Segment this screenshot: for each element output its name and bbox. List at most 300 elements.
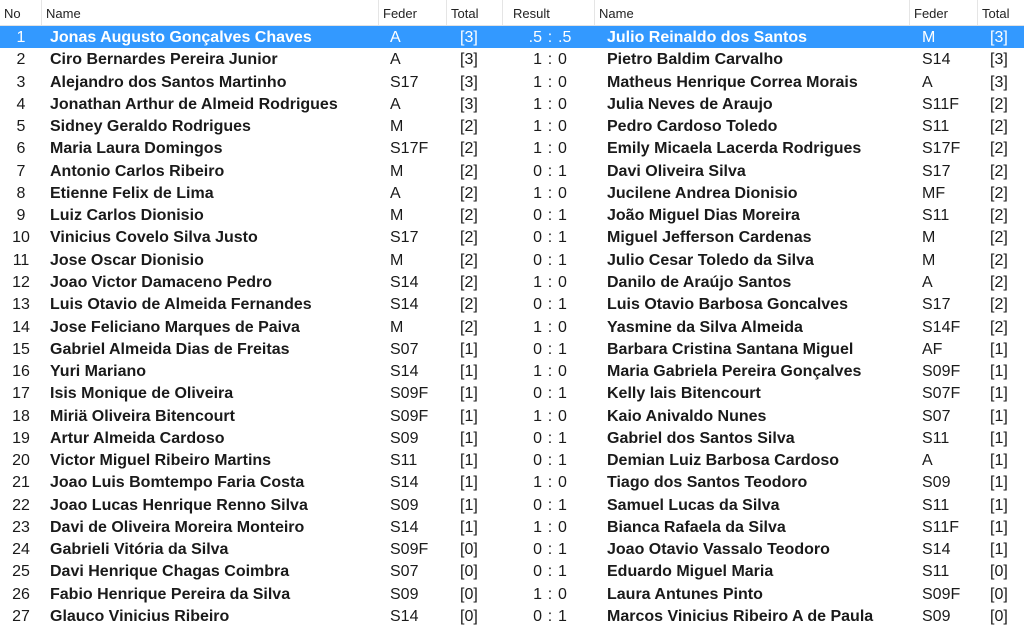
white-total: [2]	[460, 118, 478, 136]
pairing-number: 8	[16, 184, 26, 202]
black-total: [2]	[990, 296, 1008, 314]
black-federation: AF	[922, 340, 943, 358]
score-separator: :	[547, 207, 553, 225]
table-row[interactable]	[0, 316, 1024, 338]
black-score: 0	[558, 474, 567, 492]
result-cell[interactable]	[512, 26, 588, 48]
black-score: 1	[558, 496, 567, 514]
black-player-name: Marcos Vinicius Ribeiro A de Paula	[607, 608, 874, 626]
black-federation: S11	[922, 118, 950, 136]
white-score: 0	[533, 563, 542, 581]
result-cell[interactable]	[512, 182, 588, 204]
black-total: [2]	[990, 118, 1008, 136]
result-cell[interactable]	[512, 115, 588, 137]
white-score: 0	[533, 608, 542, 626]
white-player-name: Ciro Bernardes Pereira Junior	[50, 51, 278, 69]
white-total: [1]	[460, 518, 478, 536]
white-player-name: Etienne Felix de Lima	[50, 184, 214, 202]
header-no[interactable]: No	[0, 0, 42, 25]
black-total: [1]	[990, 340, 1008, 358]
table-row[interactable]	[0, 605, 1024, 627]
white-score: 1	[533, 51, 542, 69]
white-federation: S09	[390, 429, 419, 447]
white-score: 0	[533, 385, 542, 403]
white-score: 1	[533, 474, 542, 492]
black-federation: S11	[922, 207, 950, 225]
white-federation: S14	[390, 273, 419, 291]
black-total: [3]	[990, 29, 1008, 46]
white-score: 1	[533, 73, 542, 91]
score-separator: :	[547, 184, 553, 202]
table-row[interactable]	[0, 516, 1024, 538]
white-player-name: Gabriel Almeida Dias de Freitas	[50, 340, 290, 358]
black-total: [2]	[990, 273, 1008, 291]
score-separator: :	[547, 51, 553, 69]
white-federation: A	[390, 29, 401, 46]
white-player-name: Sidney Geraldo Rodrigues	[50, 118, 251, 136]
score-separator: :	[547, 474, 553, 492]
white-federation: A	[390, 95, 401, 113]
header-white-name[interactable]: Name	[42, 0, 379, 25]
score-separator: :	[547, 296, 553, 314]
black-score: 0	[558, 585, 567, 603]
white-total: [2]	[460, 251, 478, 269]
white-federation: M	[390, 162, 404, 180]
pairing-number: 5	[16, 118, 26, 136]
black-score: 1	[558, 608, 567, 626]
black-player-name: Jucilene Andrea Dionisio	[607, 184, 798, 202]
black-total: [0]	[990, 585, 1008, 603]
table-row[interactable]	[0, 26, 1024, 48]
white-total: [1]	[460, 363, 478, 381]
black-total: [1]	[990, 429, 1008, 447]
header-black-feder[interactable]: Feder	[910, 0, 978, 25]
white-score: 1	[533, 318, 542, 336]
white-total: [1]	[460, 407, 478, 425]
black-score: 0	[558, 363, 567, 381]
black-player-name: Bianca Rafaela da Silva	[607, 518, 786, 536]
pairing-number: 20	[12, 452, 30, 470]
pairing-number: 14	[12, 318, 30, 336]
score-separator: :	[547, 429, 553, 447]
white-player-name: Artur Almeida Cardoso	[50, 429, 225, 447]
table-row[interactable]	[0, 204, 1024, 226]
header-black-total[interactable]: Total	[982, 6, 1010, 21]
score-separator: :	[547, 496, 553, 514]
black-federation: A	[922, 73, 933, 91]
white-score: 1	[533, 363, 542, 381]
score-separator: :	[547, 385, 553, 403]
black-score: 0	[558, 95, 567, 113]
table-row[interactable]	[0, 427, 1024, 449]
white-federation: A	[390, 184, 401, 202]
table-row[interactable]	[0, 160, 1024, 182]
result-cell[interactable]	[512, 137, 588, 159]
white-total: [3]	[460, 29, 478, 46]
black-score: 0	[558, 273, 567, 291]
white-player-name: Fabio Henrique Pereira da Silva	[50, 585, 291, 603]
white-player-name: Luiz Carlos Dionisio	[50, 207, 204, 225]
white-federation: S14	[390, 363, 419, 381]
black-score: 1	[558, 251, 567, 269]
black-player-name: Barbara Cristina Santana Miguel	[607, 340, 854, 358]
score-separator: :	[547, 585, 553, 603]
table-row[interactable]	[0, 471, 1024, 493]
black-player-name: Julio Reinaldo dos Santos	[607, 29, 808, 46]
table-row[interactable]	[0, 338, 1024, 360]
pairing-number: 6	[16, 140, 26, 158]
white-federation: S09F	[390, 541, 429, 559]
black-total: [3]	[990, 51, 1008, 69]
white-score: 0	[533, 496, 542, 514]
white-total: [2]	[460, 273, 478, 291]
black-player-name: Kaio Anivaldo Nunes	[607, 407, 767, 425]
white-total: [0]	[460, 608, 478, 626]
black-federation: S17F	[922, 140, 961, 158]
black-score: 1	[558, 162, 567, 180]
result-cell[interactable]	[512, 471, 588, 493]
score-separator: :	[547, 340, 553, 358]
black-total: [2]	[990, 162, 1008, 180]
white-total: [2]	[460, 207, 478, 225]
black-player-name: Emily Micaela Lacerda Rodrigues	[607, 140, 862, 158]
black-score: 0	[558, 118, 567, 136]
black-total: [2]	[990, 207, 1008, 225]
black-player-name: Laura Antunes Pinto	[607, 585, 763, 603]
white-score: 0	[533, 207, 542, 225]
white-total: [2]	[460, 229, 478, 247]
result-cell[interactable]	[512, 427, 588, 449]
black-total: [0]	[990, 563, 1008, 581]
white-federation: S09	[390, 496, 419, 514]
white-total: [2]	[460, 162, 478, 180]
table-row[interactable]	[0, 137, 1024, 159]
white-player-name: Joao Lucas Henrique Renno Silva	[50, 496, 308, 514]
white-total: [2]	[460, 318, 478, 336]
black-score: 1	[558, 207, 567, 225]
pairing-number: 16	[12, 363, 30, 381]
result-cell[interactable]	[512, 516, 588, 538]
result-cell[interactable]	[512, 360, 588, 382]
black-player-name: Luis Otavio Barbosa Goncalves	[607, 296, 848, 314]
score-separator: :	[547, 363, 553, 381]
white-federation: S14	[390, 608, 419, 626]
white-player-name: Jose Oscar Dionisio	[50, 251, 204, 269]
white-federation: S11	[390, 452, 418, 470]
result-cell[interactable]	[512, 48, 588, 70]
black-score: 0	[558, 518, 567, 536]
black-player-name: Joao Otavio Vassalo Teodoro	[607, 541, 830, 559]
black-total: [0]	[990, 608, 1008, 626]
table-row[interactable]	[0, 115, 1024, 137]
result-cell[interactable]	[512, 271, 588, 293]
white-federation: M	[390, 207, 404, 225]
result-cell[interactable]	[512, 560, 588, 582]
white-score: 1	[533, 184, 542, 202]
pairing-number: 2	[16, 51, 26, 69]
score-separator: :	[547, 95, 553, 113]
result-cell[interactable]	[512, 605, 588, 627]
score-separator: :	[547, 229, 553, 247]
score-separator: :	[547, 518, 553, 536]
black-player-name: Kelly lais Bitencourt	[607, 385, 761, 403]
black-total: [2]	[990, 251, 1008, 269]
black-total: [2]	[990, 95, 1008, 113]
black-federation: S11	[922, 429, 950, 447]
black-score: 1	[558, 563, 567, 581]
black-federation: S09	[922, 474, 951, 492]
white-player-name: Glauco Vinicius Ribeiro	[50, 608, 230, 626]
black-federation: S11F	[922, 95, 960, 113]
black-player-name: Danilo de Araújo Santos	[607, 273, 792, 291]
black-score: 1	[558, 541, 567, 559]
table-row[interactable]	[0, 382, 1024, 404]
black-federation: MF	[922, 184, 946, 202]
table-row[interactable]	[0, 249, 1024, 271]
black-federation: S09F	[922, 363, 961, 381]
white-score: 0	[533, 429, 542, 447]
white-federation: S09F	[390, 407, 429, 425]
table-row[interactable]	[0, 560, 1024, 582]
pairing-number: 22	[12, 496, 30, 514]
black-federation: S14	[922, 541, 951, 559]
header-result[interactable]: Result	[503, 0, 595, 25]
result-cell[interactable]	[512, 538, 588, 560]
white-federation: M	[390, 251, 404, 269]
table-row[interactable]	[0, 93, 1024, 115]
black-player-name: Demian Luiz Barbosa Cardoso	[607, 452, 840, 470]
table-row[interactable]	[0, 226, 1024, 248]
pairing-number: 18	[12, 407, 30, 425]
black-total: [2]	[990, 229, 1008, 247]
pairing-number: 24	[12, 541, 30, 559]
white-total: [1]	[460, 496, 478, 514]
result-cell[interactable]	[512, 316, 588, 338]
black-total: [2]	[990, 184, 1008, 202]
black-score: 0	[558, 140, 567, 158]
white-player-name: Davi Henrique Chagas Coimbra	[50, 563, 290, 581]
score-separator: :	[547, 563, 553, 581]
pairing-number: 4	[16, 95, 26, 113]
score-separator: :	[547, 140, 553, 158]
white-total: [2]	[460, 296, 478, 314]
white-score: 1	[533, 140, 542, 158]
black-total: [1]	[990, 474, 1008, 492]
white-player-name: Maria Laura Domingos	[50, 140, 223, 158]
white-federation: M	[390, 118, 404, 136]
result-cell[interactable]	[512, 449, 588, 471]
pairing-number: 7	[16, 162, 26, 180]
black-score: 1	[558, 452, 567, 470]
black-total: [1]	[990, 452, 1008, 470]
white-player-name: Joao Victor Damaceno Pedro	[50, 273, 272, 291]
black-federation: M	[922, 229, 936, 247]
black-score: 0	[558, 407, 567, 425]
white-federation: S14	[390, 474, 419, 492]
black-federation: S11F	[922, 518, 960, 536]
white-total: [0]	[460, 541, 478, 559]
black-player-name: Eduardo Miguel Maria	[607, 563, 774, 581]
result-cell[interactable]	[512, 293, 588, 315]
white-player-name: Alejandro dos Santos Martinho	[50, 73, 287, 91]
black-total: [2]	[990, 318, 1008, 336]
pairing-number: 13	[12, 296, 30, 314]
white-total: [3]	[460, 73, 478, 91]
result-cell[interactable]	[512, 204, 588, 226]
table-row[interactable]	[0, 182, 1024, 204]
black-total: [1]	[990, 407, 1008, 425]
black-score: 1	[558, 229, 567, 247]
white-score: 1	[533, 585, 542, 603]
white-total: [0]	[460, 563, 478, 581]
white-federation: A	[390, 51, 401, 69]
white-total: [1]	[460, 452, 478, 470]
white-player-name: Joao Luis Bomtempo Faria Costa	[50, 474, 305, 492]
black-federation: S07F	[922, 385, 961, 403]
black-player-name: João Miguel Dias Moreira	[607, 207, 800, 225]
pairing-number: 9	[16, 207, 26, 225]
result-cell[interactable]	[512, 226, 588, 248]
table-row[interactable]	[0, 538, 1024, 560]
result-cell[interactable]	[512, 338, 588, 360]
white-total: [2]	[460, 140, 478, 158]
black-player-name: Julia Neves de Araujo	[607, 95, 773, 113]
black-score: 0	[558, 73, 567, 91]
table-row[interactable]	[0, 48, 1024, 70]
black-federation: S09F	[922, 585, 961, 603]
score-separator: :	[547, 452, 553, 470]
black-score: 1	[558, 385, 567, 403]
black-total: [1]	[990, 363, 1008, 381]
result-cell[interactable]	[512, 71, 588, 93]
black-federation: S09	[922, 608, 951, 626]
pairing-number: 21	[12, 474, 30, 492]
white-score: 0	[533, 296, 542, 314]
white-federation: S14	[390, 518, 419, 536]
white-federation: S17	[390, 229, 419, 247]
black-score: 0	[558, 51, 567, 69]
result-cell[interactable]	[512, 494, 588, 516]
black-federation: S11	[922, 563, 950, 581]
white-score: 0	[533, 229, 542, 247]
score-separator: :	[547, 541, 553, 559]
table-row[interactable]	[0, 583, 1024, 605]
black-player-name: Maria Gabriela Pereira Gonçalves	[607, 363, 862, 381]
score-separator: :	[547, 162, 553, 180]
table-row[interactable]	[0, 494, 1024, 516]
pairing-number: 12	[12, 273, 30, 291]
pairing-number: 1	[16, 29, 26, 46]
white-player-name: Victor Miguel Ribeiro Martins	[50, 452, 272, 470]
header-white-feder[interactable]: Feder	[379, 0, 447, 25]
header-black-name[interactable]: Name	[595, 0, 910, 25]
result-cell[interactable]	[512, 160, 588, 182]
white-player-name: Miriä Oliveira Bitencourt	[50, 407, 235, 425]
white-federation: M	[390, 318, 404, 336]
white-total: [3]	[460, 51, 478, 69]
black-total: [3]	[990, 73, 1008, 91]
table-row[interactable]	[0, 405, 1024, 427]
black-score: 0	[558, 184, 567, 202]
black-federation: S11	[922, 496, 950, 514]
white-federation: S09F	[390, 385, 429, 403]
table-row[interactable]	[0, 360, 1024, 382]
result-cell[interactable]	[512, 382, 588, 404]
black-player-name: Matheus Henrique Correa Morais	[607, 73, 858, 91]
black-player-name: Davi Oliveira Silva	[607, 162, 746, 180]
black-score: 1	[558, 296, 567, 314]
white-player-name: Luis Otavio de Almeida Fernandes	[50, 296, 312, 314]
score-separator: :	[547, 273, 553, 291]
white-total: [0]	[460, 585, 478, 603]
black-federation: S17	[922, 162, 951, 180]
white-score: 1	[533, 95, 542, 113]
white-total: [2]	[460, 184, 478, 202]
white-total: [1]	[460, 474, 478, 492]
white-score: 0	[533, 251, 542, 269]
white-total: [1]	[460, 429, 478, 447]
score-separator: :	[547, 251, 553, 269]
white-player-name: Davi de Oliveira Moreira Monteiro	[50, 518, 305, 536]
pairing-number: 25	[12, 563, 30, 581]
white-score: 0	[533, 541, 542, 559]
white-total: [1]	[460, 340, 478, 358]
table-row[interactable]	[0, 271, 1024, 293]
white-federation: S07	[390, 340, 419, 358]
result-cell[interactable]	[512, 93, 588, 115]
white-score: 1	[533, 407, 542, 425]
header-white-total[interactable]: Total	[447, 0, 503, 25]
white-score: 0	[533, 340, 542, 358]
score-separator: :	[547, 73, 553, 91]
result-cell[interactable]	[512, 583, 588, 605]
table-row[interactable]	[0, 293, 1024, 315]
result-cell[interactable]	[512, 405, 588, 427]
black-total: [1]	[990, 541, 1008, 559]
black-federation: M	[922, 251, 936, 269]
pairing-number: 26	[12, 585, 30, 603]
white-player-name: Vinicius Covelo Silva Justo	[50, 229, 258, 247]
white-score: 1	[533, 118, 542, 136]
white-federation: S17	[390, 73, 419, 91]
black-total: [1]	[990, 385, 1008, 403]
black-player-name: Miguel Jefferson Cardenas	[607, 229, 812, 247]
black-score: 0	[558, 318, 567, 336]
pairing-number: 17	[12, 385, 30, 403]
white-total: [1]	[460, 385, 478, 403]
white-total: [3]	[460, 95, 478, 113]
pairing-number: 19	[12, 429, 30, 447]
table-row[interactable]	[0, 449, 1024, 471]
pairing-number: 23	[12, 518, 30, 536]
result-cell[interactable]	[512, 249, 588, 271]
black-federation: S14	[922, 51, 951, 69]
white-score: 1	[533, 518, 542, 536]
white-player-name: Jonathan Arthur de Almeid Rodrigues	[50, 95, 338, 113]
pairing-number: 10	[12, 229, 30, 247]
black-federation: M	[922, 29, 936, 46]
score-separator: :	[547, 608, 553, 626]
black-player-name: Tiago dos Santos Teodoro	[607, 474, 808, 492]
white-score: 1	[533, 273, 542, 291]
black-federation: S07	[922, 407, 951, 425]
black-federation: A	[922, 452, 933, 470]
black-total: [1]	[990, 496, 1008, 514]
table-row[interactable]	[0, 71, 1024, 93]
white-federation: S07	[390, 563, 419, 581]
pairing-number: 27	[12, 608, 30, 626]
black-player-name: Samuel Lucas da Silva	[607, 496, 780, 514]
